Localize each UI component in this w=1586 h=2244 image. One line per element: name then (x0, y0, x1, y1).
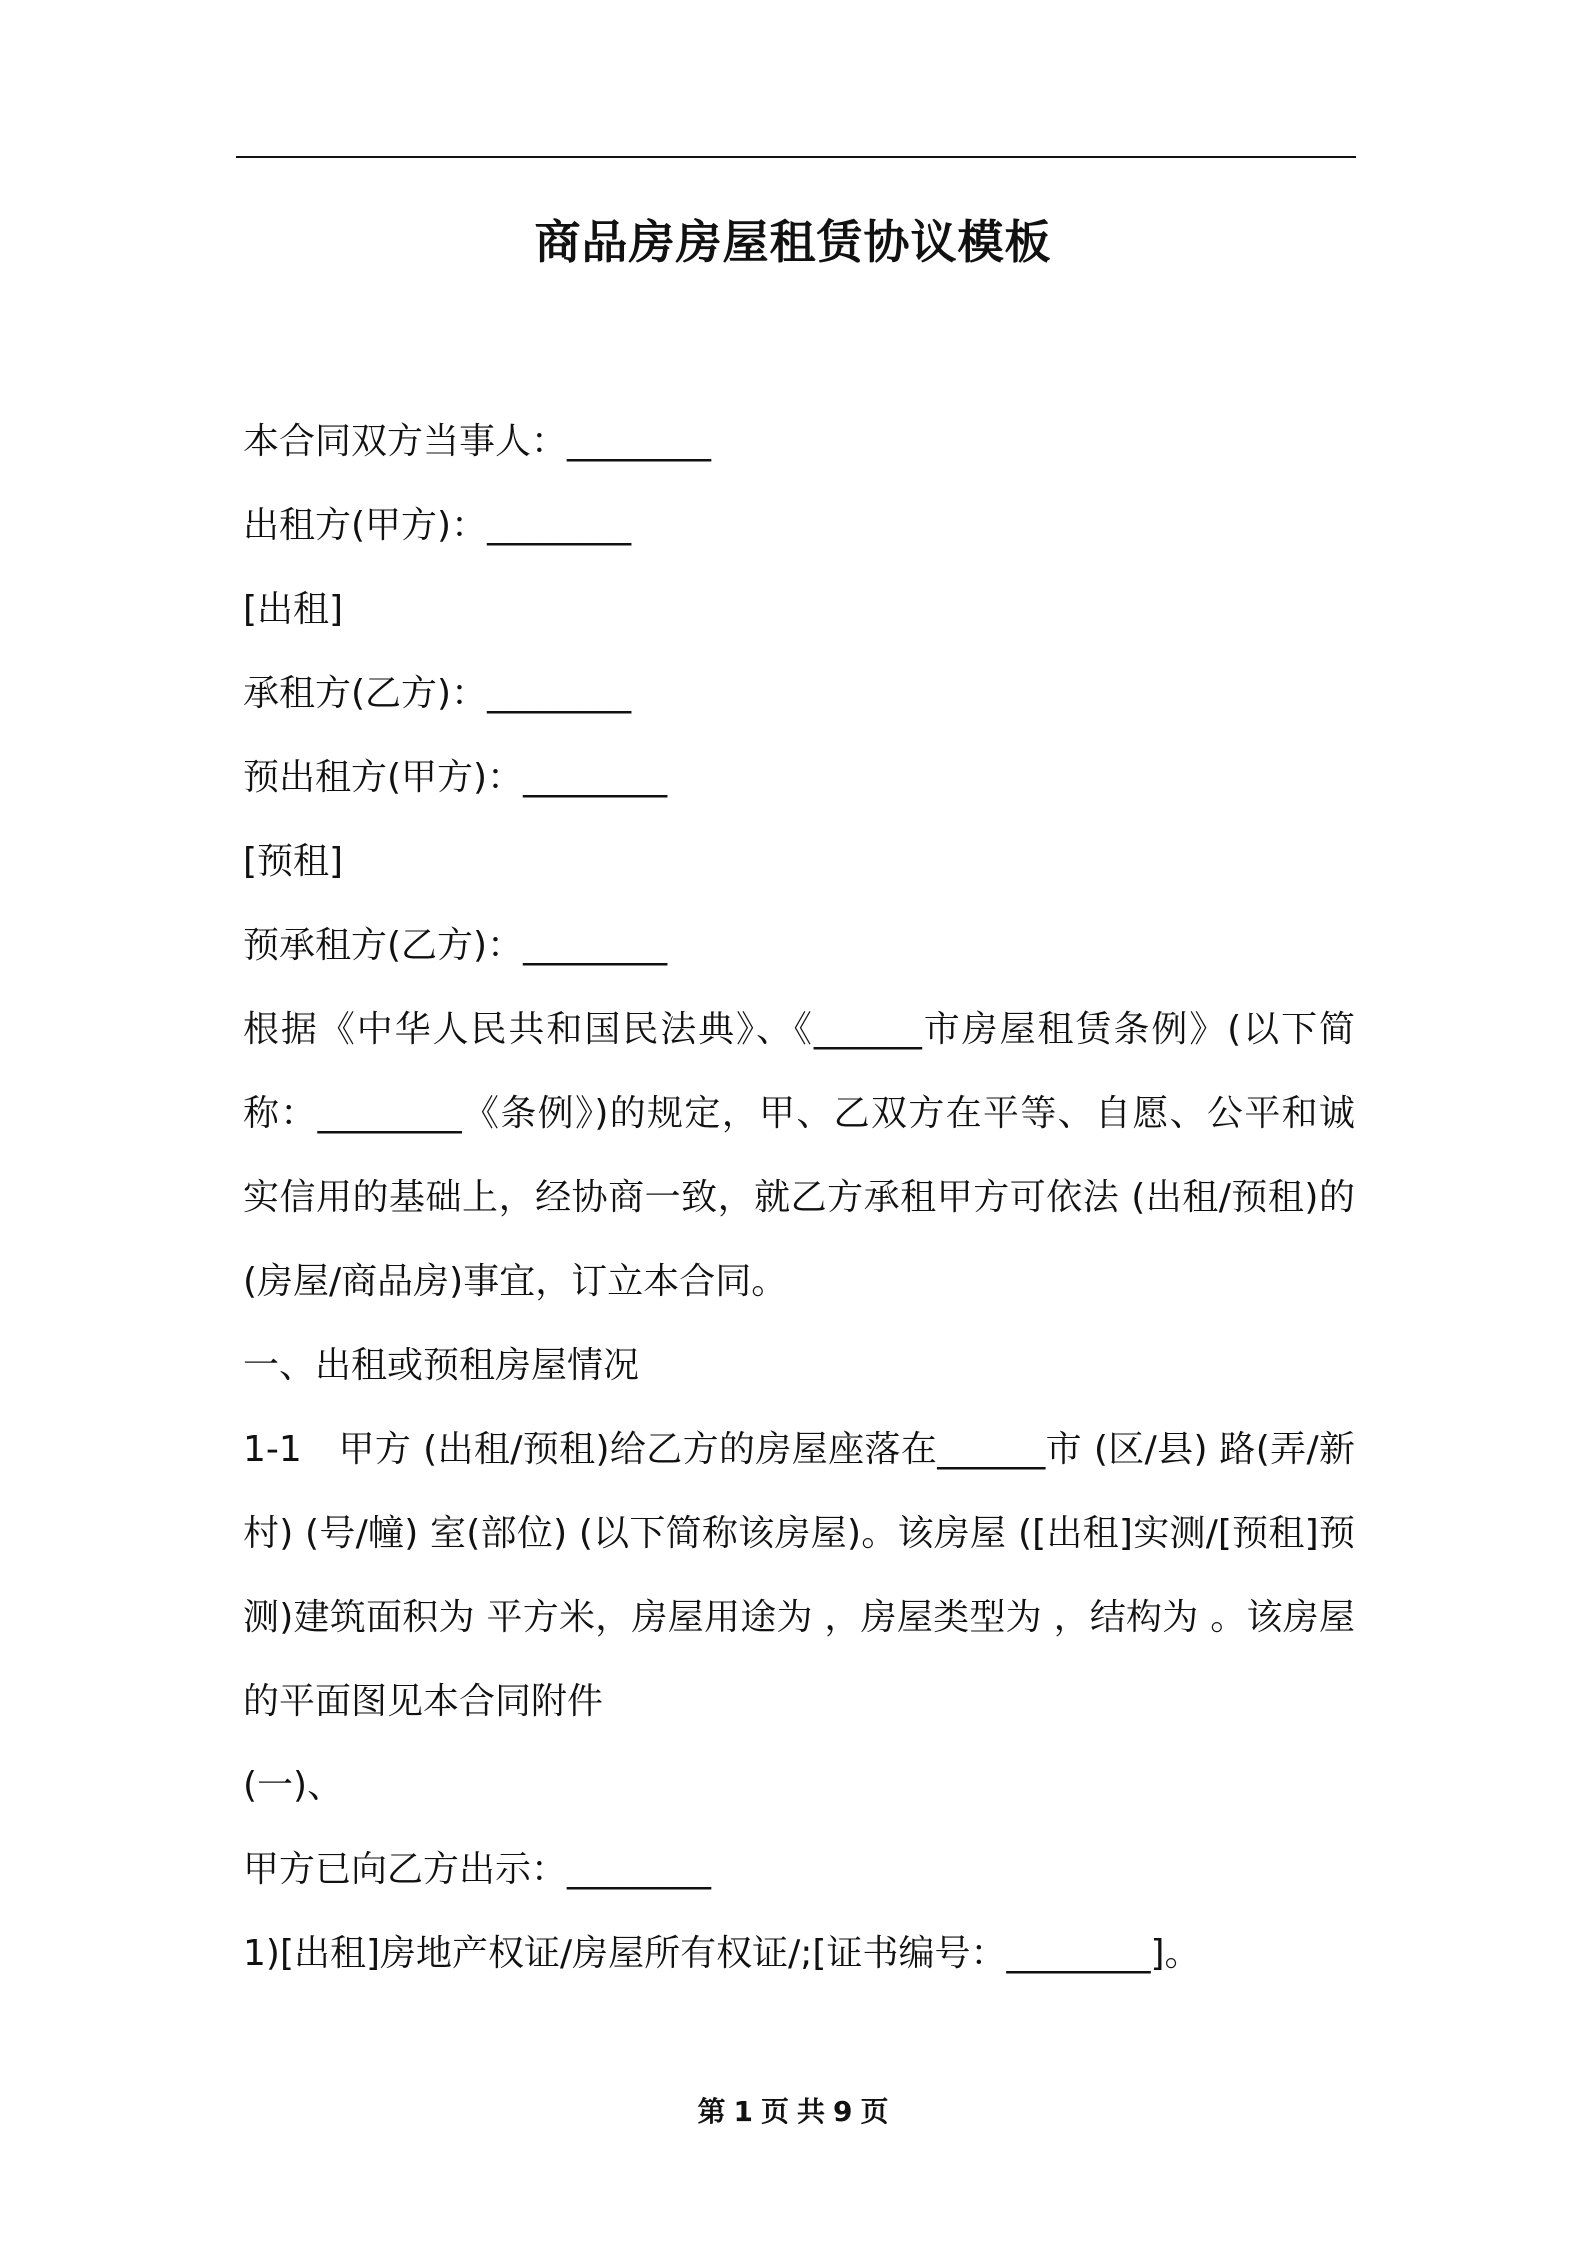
paragraph-parties: 本合同双方当事人：________ (243, 421, 712, 462)
section-heading-1: 一、出租或预租房屋情况 (243, 1345, 640, 1386)
footer-label-page: 第 (697, 2095, 726, 2128)
footer-label-total-unit: 页 (860, 2095, 889, 2128)
paragraph-pre-lessee: 预承租方(乙方)：________ (243, 925, 668, 966)
document-body (243, 400, 1355, 1996)
paragraph-prelease-tag: [预租] (243, 841, 344, 882)
footer-label-total: 共 (797, 2095, 826, 2128)
footer-label-page-unit: 页 (760, 2095, 789, 2128)
footer-current-page: 1 (733, 2095, 753, 2128)
subsection-marker: (一)、 (243, 1765, 344, 1806)
paragraph-shown-docs: 甲方已向乙方出示：________ (243, 1849, 712, 1890)
paragraph-pre-lessor: 预出租方(甲方)：________ (243, 757, 668, 798)
paragraph-lease-tag: [出租] (243, 589, 344, 630)
footer-total-pages: 9 (833, 2095, 853, 2128)
page-footer (0, 2092, 1586, 2132)
paragraph-certificate: 1)[出租]房地产权证/房屋所有权证/;[证书编号：________]。 (243, 1933, 1201, 1974)
paragraph-lessee: 承租方(乙方)：________ (243, 673, 632, 714)
clause-1-1: 1-1 甲方 (出租/预租)给乙方的房屋座落在______市 (区/县) 路(弄/新村) (号/幢) 室(部位) (以下简称该房屋)。该房屋 ([出租]实测/[预租]预测)建筑面积为 平方米，房屋用途为 ，房屋类型为 ，结构为 。该房屋的平面图见本合同附件 (243, 1429, 1355, 1722)
paragraph-legal-basis: 根据《中华人民共和国民法典》、《______市房屋租赁条例》(以下简称：________《条例》)的规定，甲、乙双方在平等、自愿、公平和诚实信用的基础上，经协商一致，就乙方承租甲方可依法 (出租/预租)的 (房屋/商品房)事宜，订立本合同。 (243, 1009, 1355, 1302)
document-title: 商品房房屋租赁协议模板 (534, 215, 1052, 269)
paragraph-lessor: 出租方(甲方)：________ (243, 505, 632, 546)
header-rule (236, 156, 1356, 158)
